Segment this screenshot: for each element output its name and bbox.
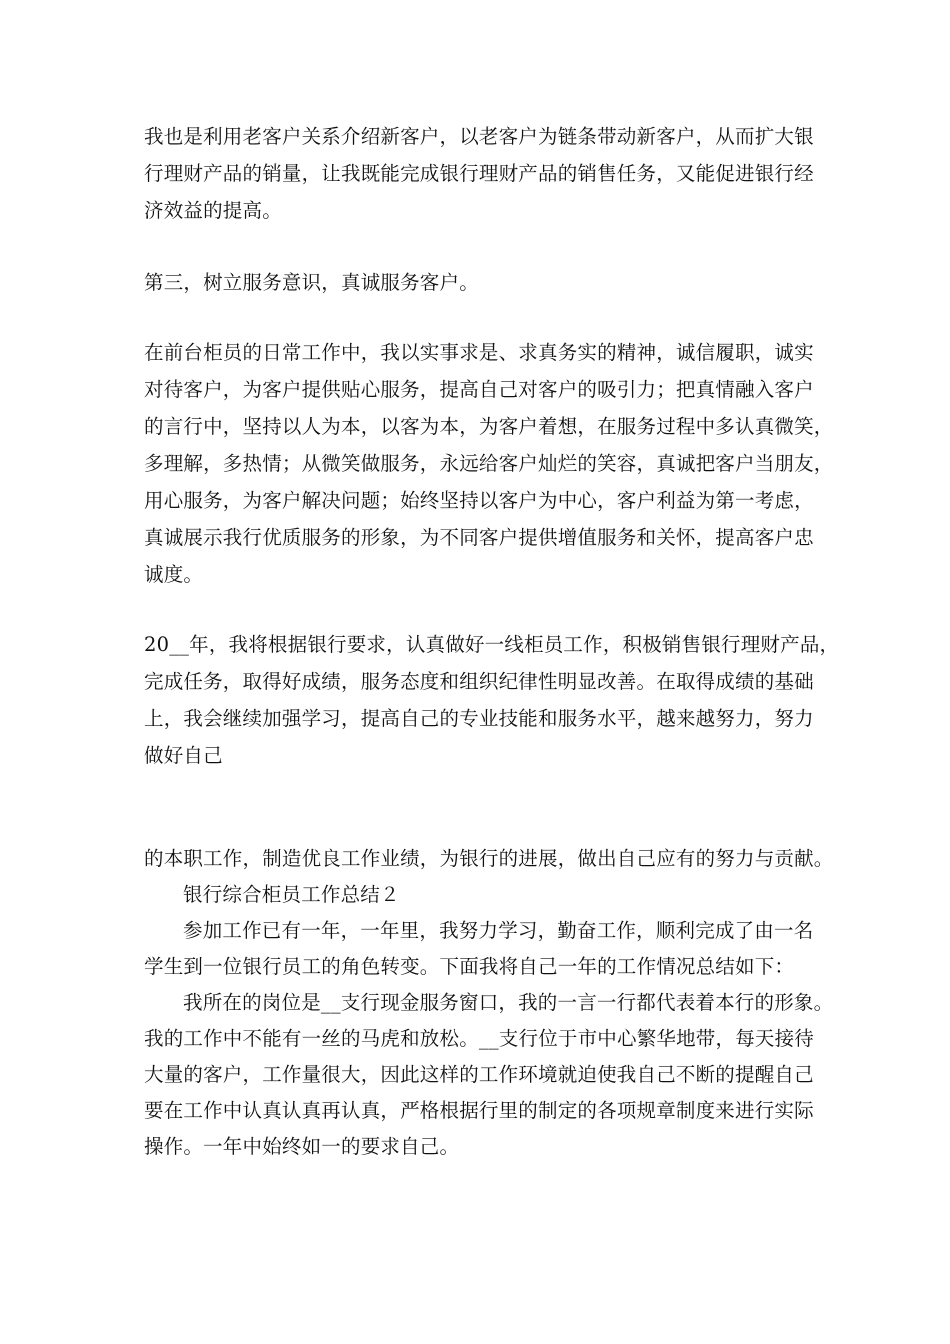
text-line: 我的工作中不能有一丝的马虎和放松。__支行位于市中心繁华地带，每天接待 xyxy=(144,1027,815,1050)
text-line: 要在工作中认真认真再认真，严格根据行里的制定的各项规章制度来进行实际 xyxy=(144,1099,814,1122)
text-line: 真诚展示我行优质服务的形象，为不同客户提供增值服务和关怀，提高客户忠 xyxy=(144,526,814,549)
text-line: 做好自己 xyxy=(144,744,223,767)
text-line: 的本职工作，制造优良工作业绩，为银行的进展，做出自己应有的努力与贡献。 xyxy=(144,847,834,870)
text-line: 行理财产品的销量，让我既能完成银行理财产品的销售任务，又能促进银行经 xyxy=(144,162,814,185)
text-line: 学生到一位银行员工的角色转变。下面我将自己一年的工作情况总结如下： xyxy=(144,955,795,978)
text-line: 在前台柜员的日常工作中，我以实事求是、求真务实的精神，诚信履职，诚实 xyxy=(144,341,814,364)
text-line: 参加工作已有一年，一年里，我努力学习，勤奋工作，顺利完成了由一名 xyxy=(183,919,814,942)
text-line: 的言行中，坚持以人为本，以客为本，为客户着想，在服务过程中多认真微笑， xyxy=(144,415,834,438)
section-title: 银行综合柜员工作总结２ xyxy=(183,883,400,906)
text-line: 对待客户，为客户提供贴心服务，提高自己对客户的吸引力；把真情融入客户 xyxy=(144,378,814,401)
text-line: 诚度。 xyxy=(144,563,204,586)
text-line: 用心服务，为客户解决问题；始终坚持以客户为中心，客户利益为第一考虑， xyxy=(144,489,814,512)
text-line: 20__年，我将根据银行要求，认真做好一线柜员工作，积极销售银行理财产品， xyxy=(144,633,840,656)
text-line: 大量的客户，工作量很大，因此这样的工作环境就迫使我自己不断的提醒自己 xyxy=(144,1063,814,1086)
section-heading: 第三，树立服务意识，真诚服务客户。 xyxy=(144,271,479,294)
text-line: 上，我会继续加强学习，提高自己的专业技能和服务水平，越来越努力，努力 xyxy=(144,707,814,730)
text-line: 济效益的提高。 xyxy=(144,199,282,222)
text-line: 我也是利用老客户关系介绍新客户，以老客户为链条带动新客户，从而扩大银 xyxy=(144,125,814,148)
text-line: 多理解，多热情；从微笑做服务，永远给客户灿烂的笑容，真诚把客户当朋友， xyxy=(144,452,834,475)
text-line: 完成任务，取得好成绩，服务态度和组织纪律性明显改善。在取得成绩的基础 xyxy=(144,670,814,693)
text-line: 我所在的岗位是__支行现金服务窗口，我的一言一行都代表着本行的形象。 xyxy=(183,991,834,1014)
text-line: 操作。一年中始终如一的要求自己。 xyxy=(144,1135,460,1158)
